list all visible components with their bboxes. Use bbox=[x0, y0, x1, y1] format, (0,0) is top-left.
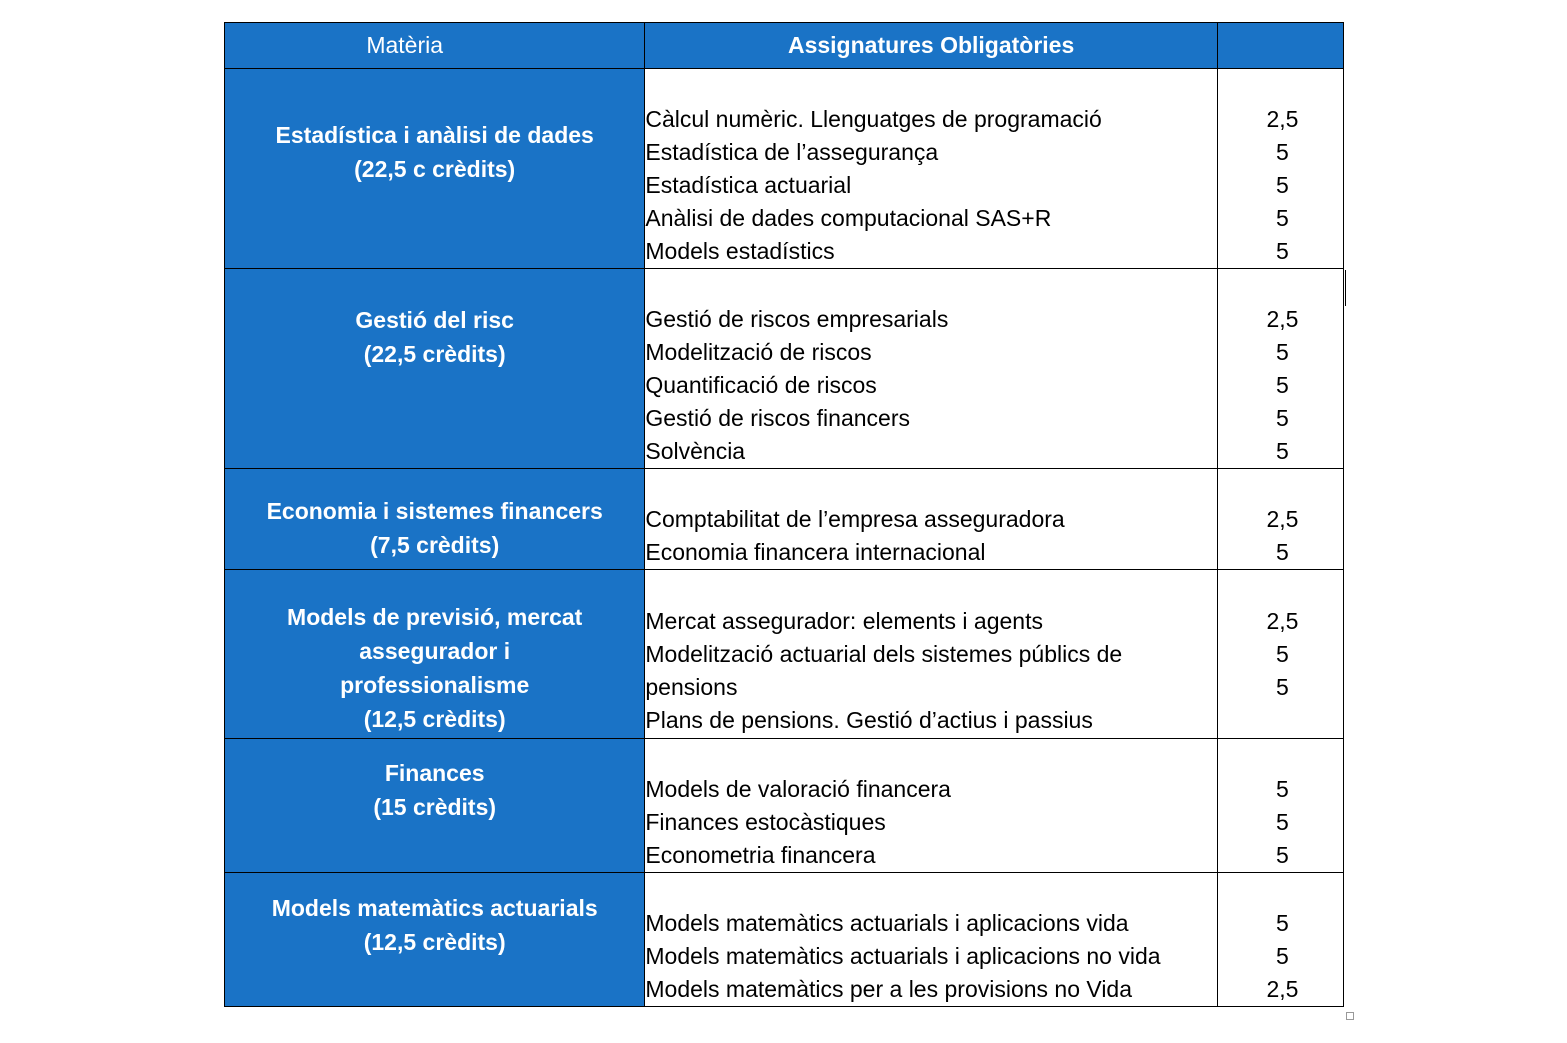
materia-cell bbox=[225, 469, 645, 570]
credit-value: 2,5 bbox=[1266, 306, 1299, 332]
credits-cell bbox=[1217, 269, 1343, 469]
credit-value: 2,5 bbox=[1266, 106, 1299, 132]
header-assignatures: Assignatures Obligatòries bbox=[645, 23, 1218, 69]
materia-name: Finances bbox=[384, 759, 485, 786]
credit-value: 5 bbox=[1276, 205, 1289, 231]
credit-value: 5 bbox=[1276, 943, 1289, 969]
materia-cell bbox=[225, 873, 645, 1007]
materia-name: Economia i sistemes financers bbox=[266, 498, 603, 524]
credit-value: 2,5 bbox=[1266, 608, 1299, 634]
materia-name: assegurador i bbox=[359, 638, 511, 664]
materia-cell bbox=[225, 269, 645, 469]
materia-credits: (22,5 c crèdits) bbox=[354, 155, 516, 182]
header-row bbox=[225, 23, 1344, 69]
subject-item: Estadística de l’assegurança bbox=[645, 139, 939, 165]
materia-credits: (7,5 crèdits) bbox=[370, 532, 500, 558]
credit-value: 5 bbox=[1276, 641, 1289, 667]
subject-item: Modelització actuarial dels sistemes públics de bbox=[645, 641, 1123, 667]
subject-item: Estadística actuarial bbox=[645, 172, 852, 198]
table-row bbox=[225, 269, 1344, 469]
subject-item: Solvència bbox=[645, 438, 746, 464]
subject-item: Càlcul numèric. Llenguatges de programació bbox=[645, 106, 1102, 132]
materia-name: Models de previsió, mercat bbox=[287, 604, 583, 630]
subject-item: Economia financera internacional bbox=[645, 539, 986, 565]
table-resize-handle[interactable] bbox=[1346, 1012, 1354, 1020]
subject-item: Modelització de riscos bbox=[645, 339, 872, 365]
subject-item: Models matemàtics actuarials i aplicacions vida bbox=[645, 910, 1129, 936]
header-materia: Matèria bbox=[225, 23, 645, 69]
credit-value: 5 bbox=[1276, 172, 1289, 198]
subject-item: Econometria financera bbox=[645, 842, 876, 868]
credit-value: 5 bbox=[1276, 809, 1289, 835]
subject-item: Finances estocàstiques bbox=[645, 809, 886, 835]
materia-credits: (22,5 crèdits) bbox=[363, 340, 506, 367]
subject-item: pensions bbox=[645, 674, 738, 700]
subject-item: Anàlisi de dades computacional SAS+R bbox=[645, 205, 1052, 231]
materia-credits: (12,5 crèdits) bbox=[363, 928, 506, 955]
table-row bbox=[225, 69, 1344, 269]
subjects-cell bbox=[645, 469, 1218, 570]
subjects-cell bbox=[645, 269, 1218, 469]
table-row bbox=[225, 469, 1344, 570]
credit-value: 5 bbox=[1276, 776, 1289, 802]
header-credits bbox=[1217, 23, 1343, 69]
credits-cell bbox=[1217, 873, 1343, 1007]
credits-cell bbox=[1217, 570, 1343, 739]
subject-item: Quantificació de riscos bbox=[645, 372, 877, 398]
subjects-cell bbox=[645, 873, 1218, 1007]
materia-name: Gestió del risc bbox=[355, 306, 514, 333]
materia-credits: (15 crèdits) bbox=[373, 793, 497, 820]
credit-value: 5 bbox=[1276, 842, 1289, 868]
credit-value: 2,5 bbox=[1266, 976, 1299, 1002]
subjects-cell bbox=[645, 69, 1218, 269]
materia-name: Models matemàtics actuarials bbox=[271, 894, 598, 921]
materia-cell bbox=[225, 570, 645, 739]
credit-value: 5 bbox=[1276, 539, 1289, 565]
text-cursor bbox=[1345, 270, 1346, 306]
materia-cell bbox=[225, 69, 645, 269]
credit-value: 2,5 bbox=[1266, 506, 1299, 532]
credit-value: 5 bbox=[1276, 910, 1289, 936]
subject-item: Gestió de riscos empresarials bbox=[645, 306, 949, 332]
subject-item: Gestió de riscos financers bbox=[645, 405, 910, 431]
table-row bbox=[225, 739, 1344, 873]
materia-name: Estadística i anàlisi de dades bbox=[275, 121, 594, 148]
credit-value: 5 bbox=[1276, 405, 1289, 431]
credits-cell bbox=[1217, 739, 1343, 873]
credits-cell bbox=[1217, 469, 1343, 570]
credit-value: 5 bbox=[1276, 139, 1289, 165]
credits-cell bbox=[1217, 69, 1343, 269]
table-row bbox=[225, 873, 1344, 1007]
subjects-cell bbox=[645, 739, 1218, 873]
subject-item: Models matemàtics actuarials i aplicacions no vida bbox=[645, 943, 1161, 969]
subject-item: Plans de pensions. Gestió d’actius i passius bbox=[645, 707, 1093, 733]
materia-cell bbox=[225, 739, 645, 873]
credit-value: 5 bbox=[1276, 674, 1289, 700]
subject-item: Models de valoració financera bbox=[645, 776, 951, 802]
materia-name: professionalisme bbox=[340, 672, 530, 698]
credit-value: 5 bbox=[1276, 238, 1289, 264]
subject-item: Models estadístics bbox=[645, 238, 835, 264]
table-row bbox=[225, 570, 1344, 739]
credit-value: 5 bbox=[1276, 372, 1289, 398]
credit-value bbox=[1218, 704, 1343, 737]
subjects-table bbox=[224, 22, 1344, 1007]
credit-value: 5 bbox=[1276, 339, 1289, 365]
materia-credits: (12,5 crèdits) bbox=[363, 706, 506, 732]
subject-item: Comptabilitat de l’empresa asseguradora bbox=[645, 506, 1065, 532]
subjects-cell bbox=[645, 570, 1218, 739]
subject-item: Mercat assegurador: elements i agents bbox=[645, 608, 1043, 634]
credit-value: 5 bbox=[1276, 438, 1289, 464]
subject-item: Models matemàtics per a les provisions no Vida bbox=[645, 976, 1133, 1002]
